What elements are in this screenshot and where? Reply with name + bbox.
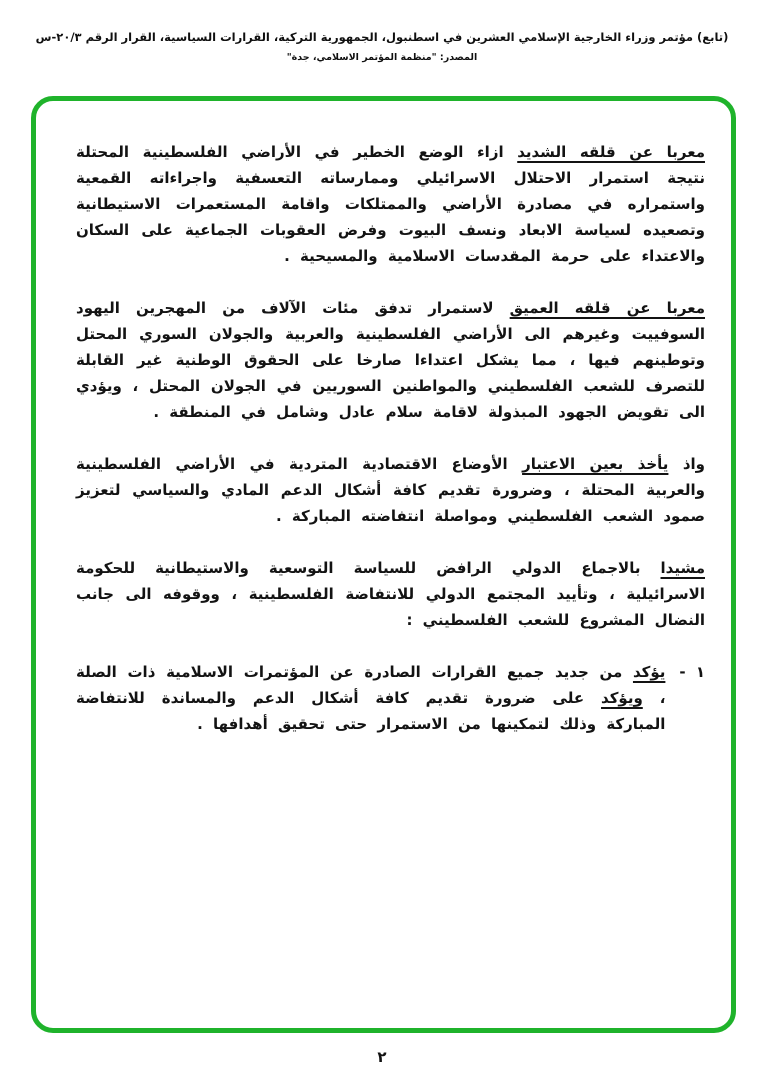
list-item-1-text (76, 659, 665, 737)
list-item-1-lead-2: ويؤكد (601, 689, 643, 707)
paragraph-4-text: بالاجماع الدولي الرافض للسياسة التوسعية والاستيطانية للحكومة الاسرائيلية ، وتأييد المجتمع الدولي للانتفاضة الفلسطينية ، ووقوفه الى جانب النضال المشروع للشعب الفلسطيني : (76, 559, 705, 629)
paragraph-3 (76, 451, 705, 529)
document-header (0, 30, 764, 63)
paragraph-2-text: لاستمرار تدفق مئات الآلاف من المهجرين اليهود السوفييت وغيرهم الى الأراضي الفلسطينية والعربية والجولان السوري المحتل وتوطينهم فيها ، مما يشكل اعتداءا صارخا على الحقوق الوطنية غير القابلة للتصرف للشعب الفلسطيني والمواطنين السوريين في الجولان المحتل ، ويؤدي الى تقويض الجهود المبذولة لاقامة سلام عادل وشامل في المنطقة . (76, 299, 705, 421)
document-body (76, 139, 705, 737)
paragraph-1 (76, 139, 705, 269)
paragraph-3-lead: يأخذ بعين الاعتبار (522, 455, 669, 473)
paragraph-1-lead: معربا عن قلقه الشديد (517, 143, 705, 161)
paragraph-2-lead: معربا عن قلقه العميق (509, 299, 705, 317)
list-item-1-lead-1: يؤكد (632, 663, 666, 681)
list-item-1 (76, 659, 705, 737)
paragraph-1-text: ازاء الوضع الخطير في الأراضي الفلسطينية المحتلة نتيجة استمرار الاحتلال الاسرائيلي وممارساته التعسفية واجراءاته القمعية واستمراره في مصادرة الأراضي والممتلكات واقامة المستعمرات الاستيطانية وتصعيده لسياسة الابعاد ونسف البيوت وفرض العقوبات الجماعية على السكان والاعتداء على حرمة المقدسات الاسلامية والمسيحية . (76, 143, 705, 265)
paragraph-4 (76, 555, 705, 633)
header-source: المصدر: "منظمة المؤتمر الاسلامي، جدة" (286, 52, 478, 63)
green-border-frame (31, 96, 736, 1033)
paragraph-2 (76, 295, 705, 425)
paragraph-3-prefix: واذ (668, 455, 705, 473)
paragraph-4-lead: مشيدا (660, 559, 705, 577)
page-number: ٢ (377, 1048, 387, 1066)
list-item-1-segment-1: من جديد جميع القرارات الصادرة عن المؤتمرات الاسلامية ذات الصلة ، (76, 663, 666, 707)
list-item-1-segment-2: على ضرورة تقديم كافة أشكال الدعم والمساندة للانتفاضة المباركة وذلك لتمكينها من الاستمرار حتى تحقيق أهدافها . (76, 689, 666, 733)
list-item-1-number: ١ - (679, 663, 705, 681)
header-title: (تابع) مؤتمر وزراء الخارجية الإسلامي العشرين في اسطنبول، الجمهورية التركية، القرارات السياسية، القرار الرقم ٢٠/٣-س (35, 30, 729, 44)
paragraph-3-text: الأوضاع الاقتصادية المتردية في الأراضي الفلسطينية والعربية المحتلة ، وضرورة تقديم كافة أشكال الدعم المادي والسياسي لتعزيز صمود الشعب الفلسطيني ومواصلة انتفاضته المباركة . (76, 455, 705, 525)
